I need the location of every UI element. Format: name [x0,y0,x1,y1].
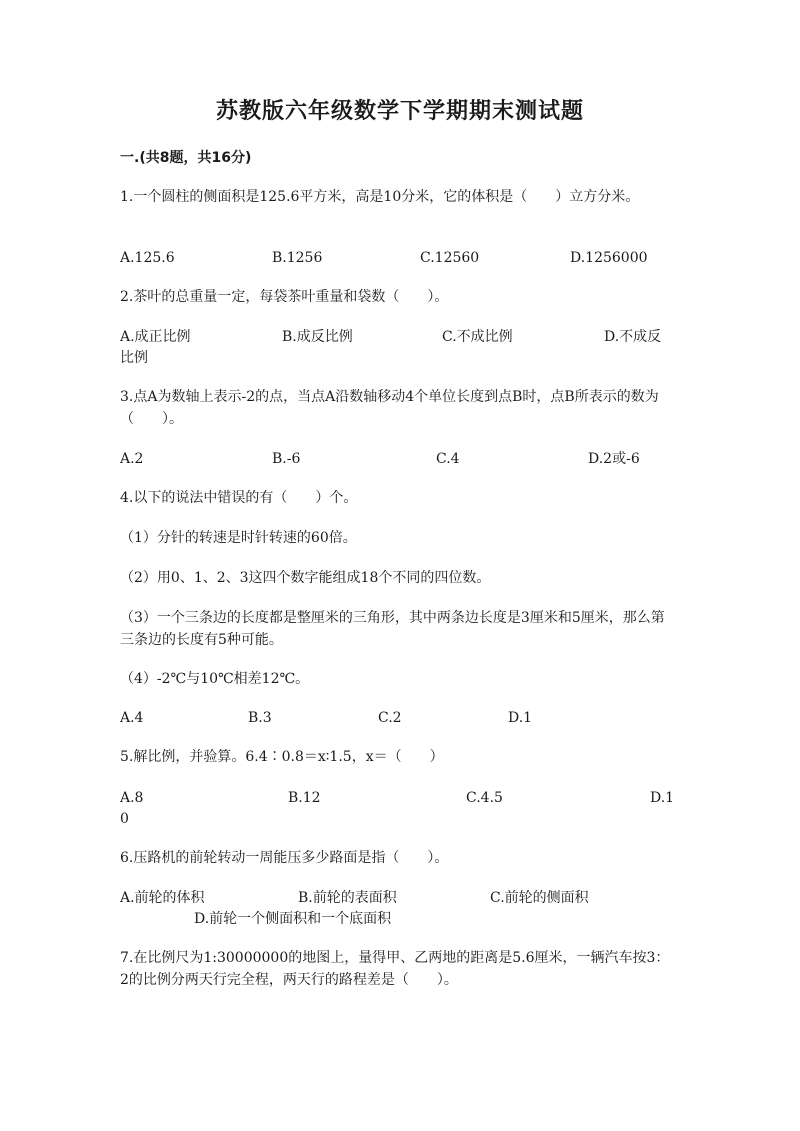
question-5-options [120,787,680,809]
question-7-text: 7.在比例尺为1:30000000的地图上，量得甲、乙两地的距离是5.6厘米，一辆汽车按3：2的比例分两天行完全程，两天行的路程差是（ ）。 [120,950,670,988]
q2-option-a[interactable]: A.成正比例 [120,329,191,345]
question-6-options [120,887,680,909]
q5-option-c[interactable]: C.4.5 [466,790,503,806]
page-title: 苏教版六年级数学下学期期末测试题 [215,99,584,124]
q6-option-a[interactable]: A.前轮的体积 [120,890,205,906]
question-4-item-3: （3）一个三条边的长度都是整厘米的三角形，其中两条边长度是3厘米和5厘米，那么第三条边的长度有5种可能。 [120,610,665,648]
q6-option-d[interactable]: D.前轮一个侧面积和一个底面积 [194,911,392,927]
q5-option-d-wrap: 0 [120,811,129,827]
q6-option-b[interactable]: B.前轮的表面积 [298,890,397,906]
q2-option-d[interactable]: D.不成反 [604,329,662,345]
q2-option-c[interactable]: C.不成比例 [442,329,513,345]
q1-option-a[interactable]: A.125.6 [120,250,175,266]
question-3-options [120,448,680,470]
q4-option-b[interactable]: B.3 [248,710,272,726]
q1-option-b[interactable]: B.1256 [272,250,323,266]
q5-option-b[interactable]: B.12 [288,790,321,806]
section-heading: 一.(共8题，共16分) [120,150,252,166]
question-2-text: 2.茶叶的总重量一定，每袋茶叶重量和袋数（ ）。 [120,289,449,305]
q3-option-c[interactable]: C.4 [436,451,460,467]
q2-option-d-wrap: 比例 [120,350,148,366]
question-1-options [120,247,680,269]
q4-option-d[interactable]: D.1 [508,710,533,726]
question-1-text: 1.一个圆柱的侧面积是125.6平方米，高是10分米，它的体积是（ ）立方分米。 [120,189,640,205]
question-4-item-1: （1）分针的转速是时针转速的60倍。 [120,530,357,546]
q3-option-b[interactable]: B.-6 [272,451,301,467]
q6-option-c[interactable]: C.前轮的侧面积 [490,890,589,906]
question-5-text: 5.解比例，并验算。6.4∶0.8＝x∶1.5，x＝（ ） [120,749,444,765]
q3-option-a[interactable]: A.2 [120,451,144,467]
q5-option-a[interactable]: A.8 [120,790,144,806]
q4-option-a[interactable]: A.4 [120,710,144,726]
q2-option-b[interactable]: B.成反比例 [282,329,353,345]
q5-option-d[interactable]: D.1 [650,790,675,806]
question-4-text: 4.以下的说法中错误的有（ ）个。 [120,490,358,506]
question-4-item-4: （4）-2℃与10℃相差12℃。 [120,671,310,687]
question-3-text: 3.点A为数轴上表示-2的点，当点A沿数轴移动4个单位长度到点B时，点B所表示的数为（ ）。 [120,389,659,427]
q1-option-d[interactable]: D.1256000 [570,250,648,266]
q1-option-c[interactable]: C.12560 [420,250,480,266]
question-2-options [120,326,680,348]
q3-option-d[interactable]: D.2或-6 [588,451,640,467]
q4-option-c[interactable]: C.2 [378,710,402,726]
question-4-item-2: （2）用0、1、2、3这四个数字能组成18个不同的四位数。 [120,570,491,586]
question-6-text: 6.压路机的前轮转动一周能压多少路面是指（ ）。 [120,850,449,866]
question-4-options [120,707,680,729]
